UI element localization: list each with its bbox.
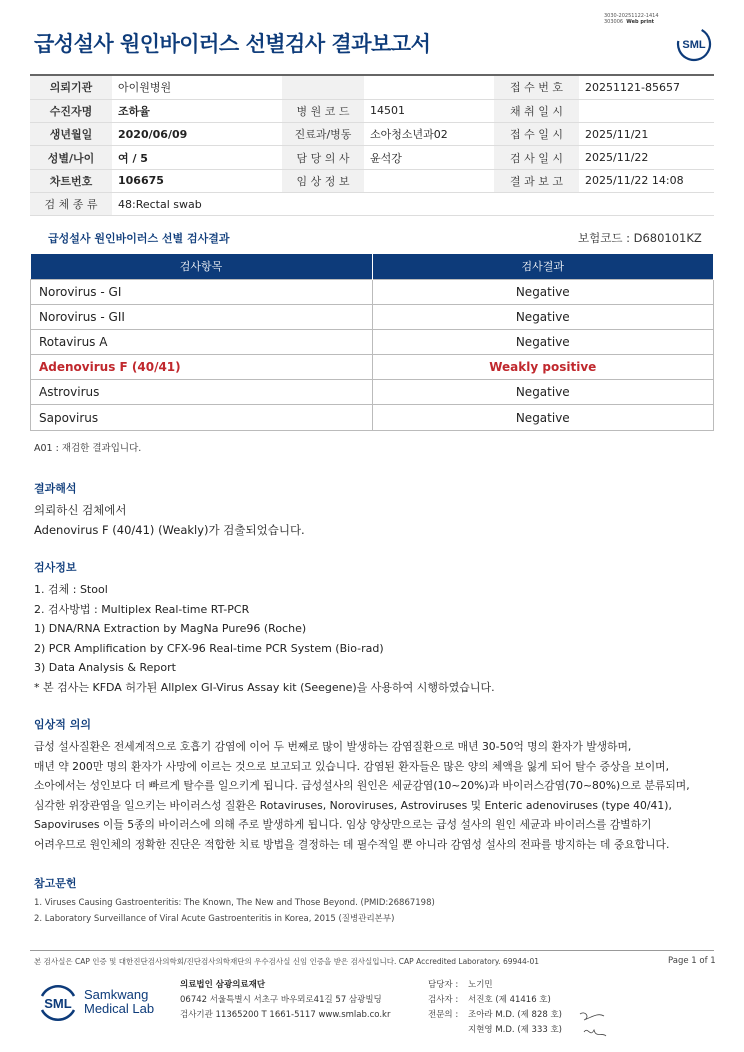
result-row	[31, 355, 714, 380]
interpretation-section	[34, 480, 305, 540]
result-value: Negative	[372, 304, 713, 329]
result-header-result: 검사결과	[372, 254, 713, 279]
organization-address: 06742 서울특별시 서초구 바우뫼로41길 57 삼광빌딩	[180, 995, 382, 1005]
info-value: 아이원병원	[112, 76, 282, 99]
interpretation-line: Adenovirus F (40/41) (Weakly)가 검출되었습니다.	[34, 522, 305, 537]
info-value: 20251121-85657	[579, 76, 714, 99]
test-info-heading: 검사정보	[34, 561, 77, 574]
info-label: 성별/나이	[30, 146, 112, 169]
staff-entry	[428, 993, 562, 1008]
reference-item: 1. Viruses Causing Gastroenteritis: The Known, The New and Those Beyond. (PMID:26867198)	[34, 898, 435, 908]
interpretation-line: 의뢰하신 검체에서	[34, 503, 127, 517]
info-label: 의뢰기관	[30, 76, 112, 99]
info-row	[30, 76, 714, 99]
reference-item: 2. Laboratory Surveillance of Viral Acute Gastroenteritis in Korea, 2015 (질병관리본부)	[34, 914, 395, 924]
result-item: Norovirus - GI	[31, 279, 373, 304]
references-heading: 참고문헌	[34, 877, 77, 890]
clinical-line: 심각한 위장관염을 일으키는 바이러스성 질환은 Rotaviruses, Noroviruses, Astroviruses 및 Enteric adenoviruses (type 40/41),	[34, 798, 672, 812]
result-row	[31, 304, 714, 329]
sml-logo	[676, 26, 712, 62]
result-section-title: 급성설사 원인바이러스 선별 검사결과	[48, 232, 230, 245]
clinical-line: 급성 설사질환은 전세계적으로 호흡기 감염에 이어 두 번째로 많이 발생하는 감염질환으로 매년 30-50억 명의 환자가 발생하며,	[34, 740, 632, 753]
signature-image	[576, 1008, 612, 1042]
brand-line-2: Medical Lab	[84, 1001, 155, 1016]
clinical-heading: 임상적 의의	[34, 718, 91, 731]
test-info-line: 3) Data Analysis & Report	[34, 661, 176, 674]
staff-role: 담당자 :	[428, 980, 459, 990]
info-value: 조하율	[112, 99, 282, 122]
info-label: 임 상 정 보	[282, 169, 364, 192]
specimen-label: 검 체 종 류	[30, 192, 112, 215]
staff-role: 검사자 :	[428, 995, 459, 1005]
info-value	[364, 76, 494, 99]
info-value: 2025/11/21	[579, 123, 714, 146]
info-label: 채 취 일 시	[494, 99, 579, 122]
info-value	[364, 169, 494, 192]
info-label: 결 과 보 고	[494, 169, 579, 192]
info-value: 106675	[112, 169, 282, 192]
references-section	[34, 875, 435, 927]
info-row	[30, 146, 714, 169]
test-info-line: 2. 검사방법 : Multiplex Real-time RT-PCR	[34, 602, 250, 616]
staff-name: 조아라 M.D. (제 828 호)	[468, 1010, 563, 1020]
result-item: Adenovirus F (40/41)	[31, 355, 373, 380]
staff-entry	[428, 1008, 562, 1023]
info-value: 소아청소년과02	[364, 123, 494, 146]
staff-name: 노기민	[468, 980, 493, 990]
organization-info	[180, 978, 390, 1023]
info-value: 2020/06/09	[112, 123, 282, 146]
report-title: 급성설사 원인바이러스 선별검사 결과보고서	[34, 32, 431, 56]
retest-note: A01 : 재검한 결과입니다.	[34, 443, 142, 454]
clinical-line: 어려우므로 원인체의 정확한 진단은 적합한 치료 방법을 결정하는 데 필수적일 뿐 아니라 감염성 설사의 전파를 방지하는 데 중요합니다.	[34, 837, 670, 851]
patient-info-table	[30, 76, 714, 216]
footer-divider	[30, 950, 714, 951]
test-info-line: 1) DNA/RNA Extraction by MagNa Pure96 (Roche)	[34, 622, 307, 635]
info-value: 윤석강	[364, 146, 494, 169]
info-row	[30, 169, 714, 192]
info-label: 담 당 의 사	[282, 146, 364, 169]
result-item: Norovirus - GII	[31, 304, 373, 329]
info-label	[282, 76, 364, 99]
result-row	[31, 329, 714, 354]
clinical-line: 소아에서는 성인보다 더 빠르게 탈수를 일으키게 됩니다. 급성설사의 원인은 세균감염(10~20%)과 바이러스감염(70~80%)으로 분류되며,	[34, 779, 690, 792]
test-info-line: * 본 검사는 KFDA 허가된 Allplex GI-Virus Assay kit (Seegene)을 사용하여 시행하였습니다.	[34, 680, 495, 694]
result-row	[31, 279, 714, 304]
clinical-section	[34, 716, 690, 854]
info-label: 차트번호	[30, 169, 112, 192]
info-label: 접 수 일 시	[494, 123, 579, 146]
staff-entry	[428, 978, 562, 993]
clinical-line: 매년 약 200만 명의 환자가 사망에 이르는 것으로 보고되고 있습니다. 감염된 환자들은 많은 양의 체액을 잃게 되어 탈수 증상을 보이며,	[34, 759, 670, 773]
footer-logo	[36, 982, 154, 1022]
staff-role: 전문의 :	[428, 1010, 459, 1020]
info-label: 생년월일	[30, 123, 112, 146]
staff-name: 지현영 M.D. (제 333 호)	[468, 1025, 563, 1035]
info-label: 병 원 코 드	[282, 99, 364, 122]
staff-name: 서진호 (제 41416 호)	[468, 995, 551, 1005]
result-value: Negative	[372, 329, 713, 354]
result-table	[30, 254, 714, 431]
info-value: 2025/11/22 14:08	[579, 169, 714, 192]
footer-logo-text: SML	[44, 996, 72, 1011]
info-row	[30, 99, 714, 122]
staff-entry	[428, 1023, 562, 1038]
result-value: Negative	[372, 405, 713, 430]
interpretation-heading: 결과해석	[34, 482, 77, 495]
specimen-value: 48:Rectal swab	[112, 192, 714, 215]
info-label: 진료과/병동	[282, 123, 364, 146]
result-header-item: 검사항목	[31, 254, 373, 279]
test-info-line: 2) PCR Amplification by CFX-96 Real-time PCR System (Bio-rad)	[34, 641, 384, 655]
test-info-section	[34, 559, 495, 697]
info-label: 수진자명	[30, 99, 112, 122]
page-number: Page 1 of 1	[668, 956, 716, 966]
result-item: Sapovirus	[31, 405, 373, 430]
info-value: 14501	[364, 99, 494, 122]
clinical-line: Sapoviruses 이들 5종의 바이러스에 의해 주로 발생하게 됩니다. 임상 양상만으로는 급성 설사의 원인 세균과 바이러스를 감별하기	[34, 818, 652, 831]
report-code: 3030-20251122-1414 303006 Web print	[604, 13, 659, 25]
result-row	[31, 380, 714, 405]
specimen-row	[30, 192, 714, 215]
info-label: 검 사 일 시	[494, 146, 579, 169]
result-item: Astrovirus	[31, 380, 373, 405]
sml-footer-logo-icon	[36, 982, 80, 1022]
info-value: 2025/11/22	[579, 146, 714, 169]
result-item: Rotavirus A	[31, 329, 373, 354]
organization-contact: 검사기관 11365200 T 1661-5117 www.smlab.co.kr	[180, 1010, 391, 1020]
result-value: Negative	[372, 279, 713, 304]
test-info-line: 1. 검체 : Stool	[34, 583, 108, 596]
info-row	[30, 123, 714, 146]
organization-name: 의료법인 삼광의료재단	[180, 980, 266, 990]
insurance-code: 보험코드 : D680101KZ	[578, 231, 702, 245]
result-row	[31, 405, 714, 430]
info-value: 여 / 5	[112, 146, 282, 169]
brand-line-1: Samkwang	[84, 987, 149, 1002]
result-value: Negative	[372, 380, 713, 405]
info-label: 접 수 번 호	[494, 76, 579, 99]
logo-text: SML	[682, 39, 706, 51]
info-value	[579, 99, 714, 122]
staff-list	[428, 978, 562, 1038]
certification-text: 본 검사실은 CAP 인증 및 대한진단검사의학회/진단검사의학재단의 우수검사실 신임 인증을 받은 검사실입니다. CAP Accredited Laboratory. 69944-01	[34, 957, 540, 966]
result-value: Weakly positive	[372, 355, 713, 380]
